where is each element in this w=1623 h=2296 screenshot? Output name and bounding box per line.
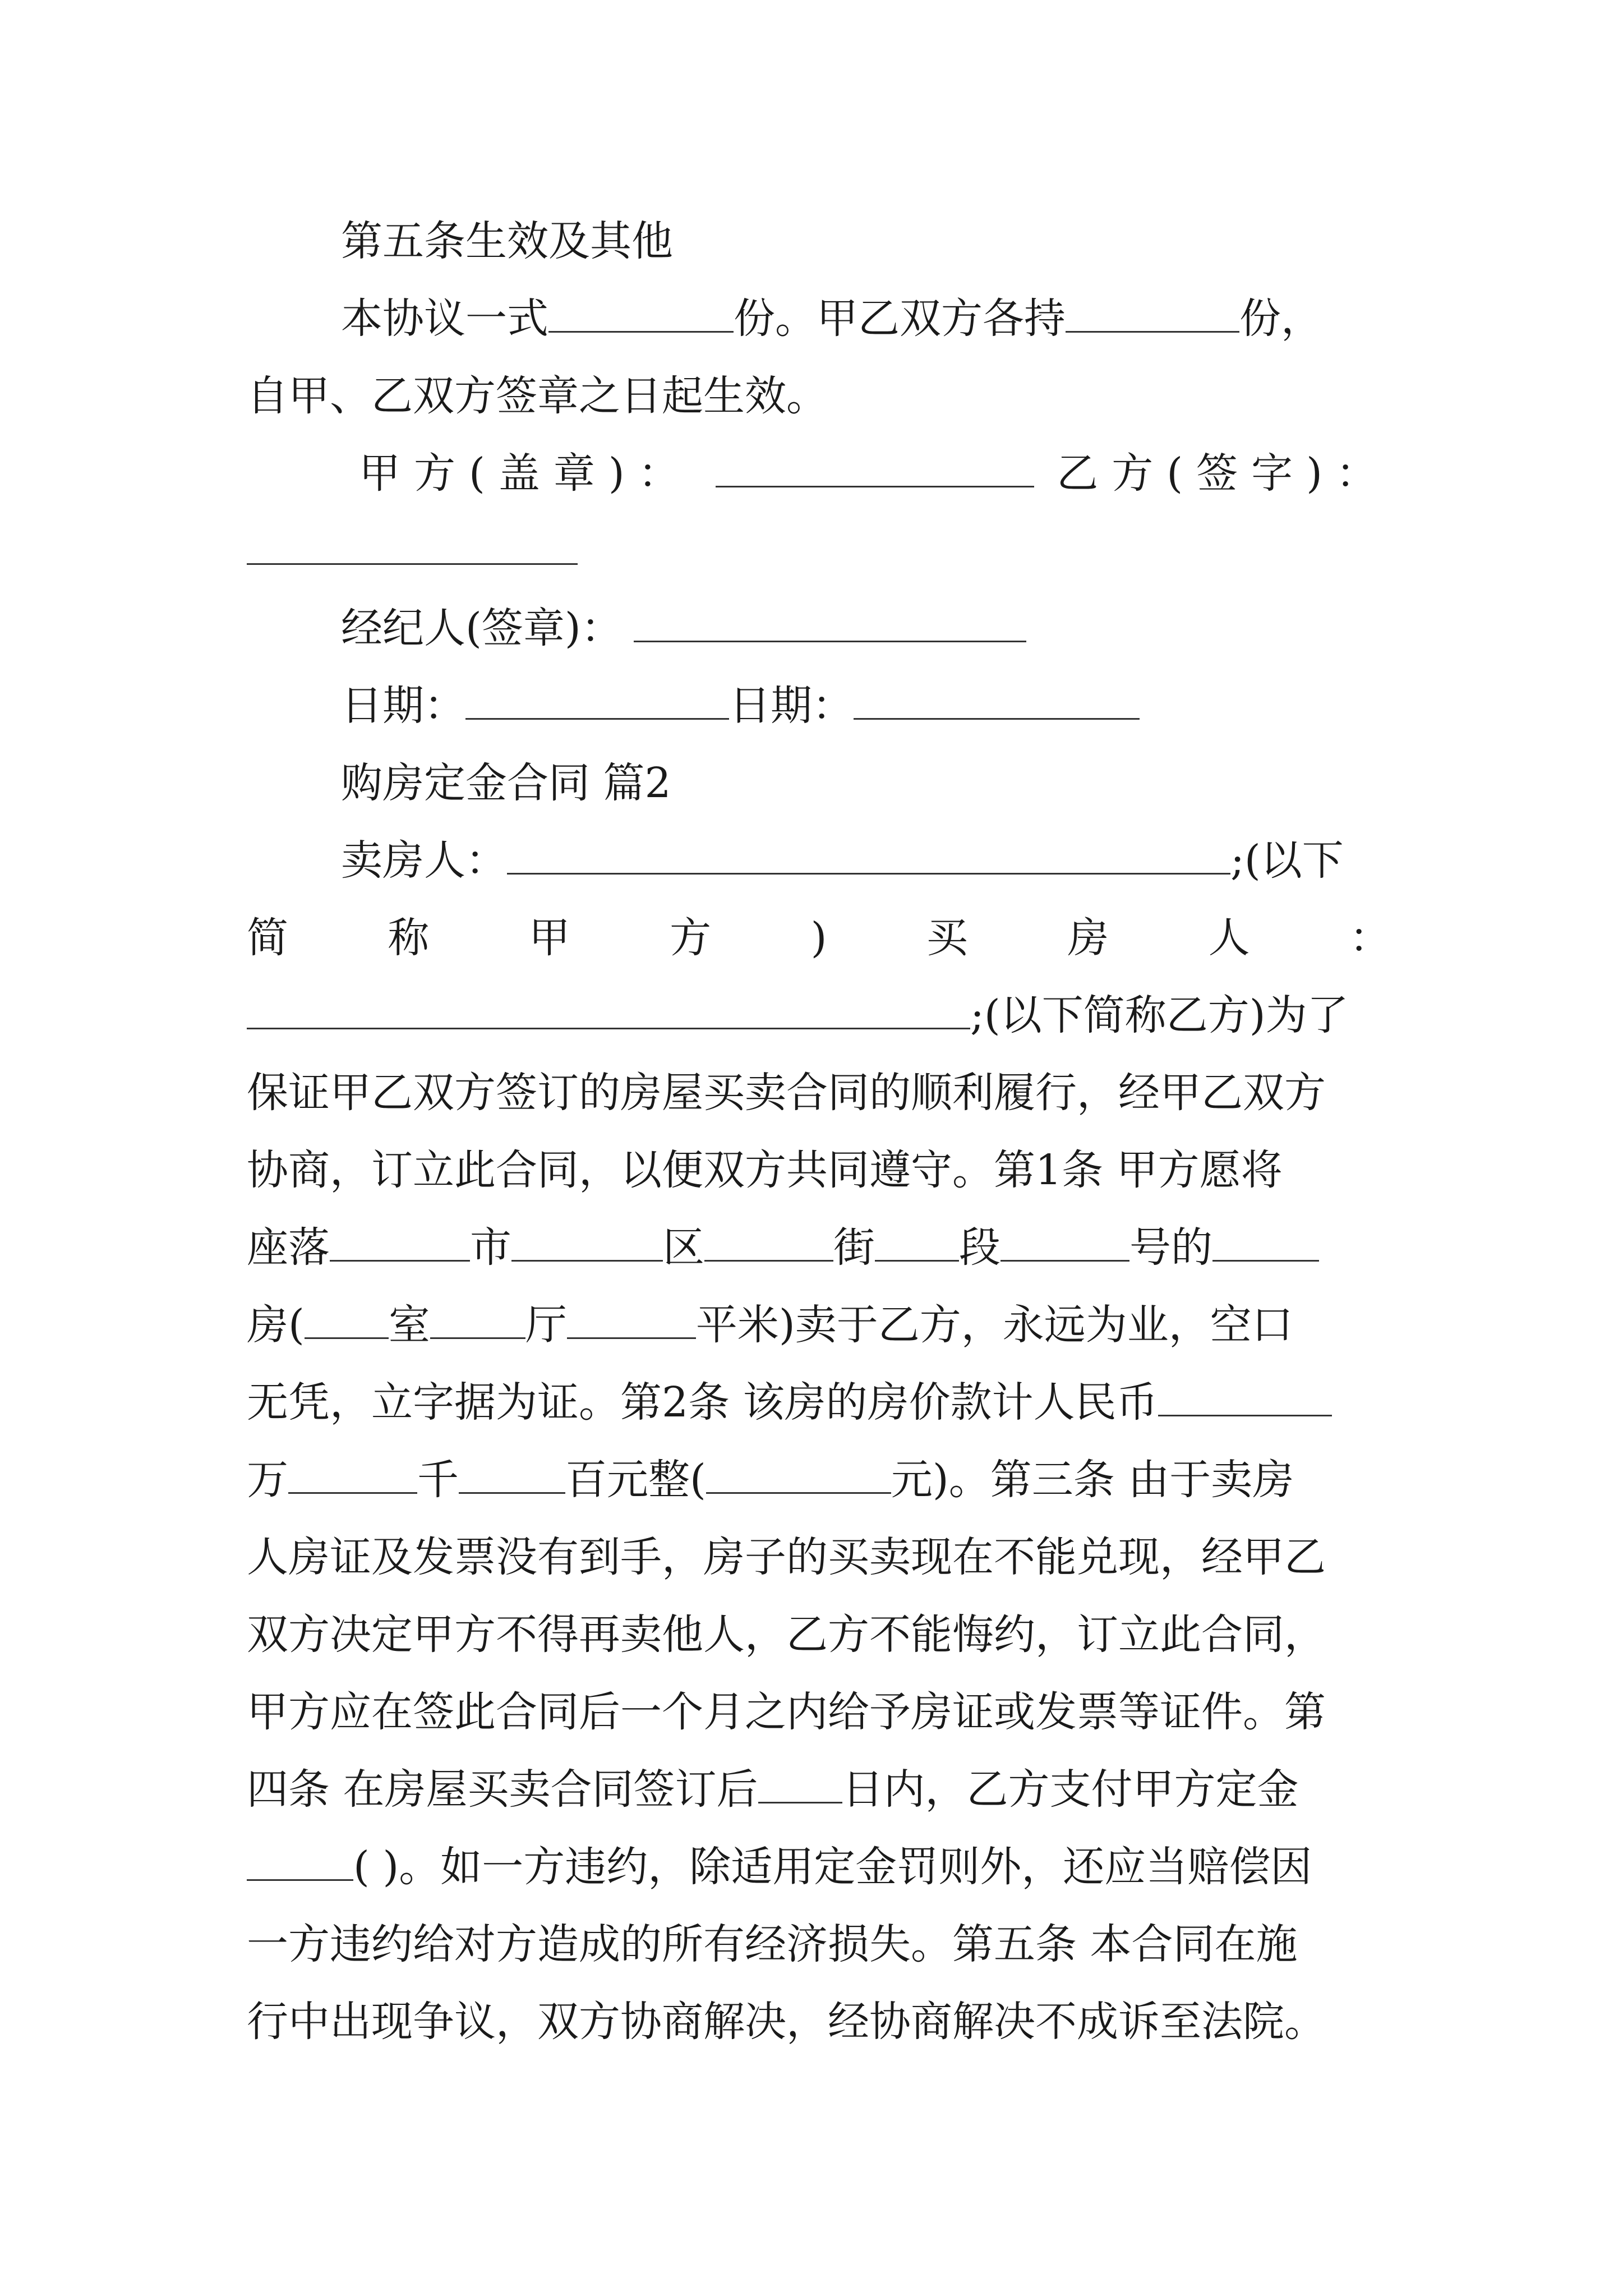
- deposit-text: 日内，乙方支付甲方定金: [842, 1765, 1299, 1814]
- address-text: 座落: [247, 1223, 330, 1272]
- heading-text: 第五条生效及其他: [341, 217, 673, 265]
- body-line: [247, 1055, 1391, 1131]
- room-text: 室: [388, 1301, 430, 1349]
- rooms-blank: [305, 1292, 389, 1339]
- room-text: 房(: [247, 1301, 305, 1349]
- contract-title-text: 购房定金合同 篇2: [341, 759, 671, 807]
- body-line: [247, 1519, 1391, 1595]
- spread-char: 简: [247, 914, 288, 962]
- seller-row: [341, 822, 1391, 899]
- body-text: 人房证及发票没有到手，房子的买卖现在不能兑现，经甲乙: [247, 1533, 1326, 1581]
- address-row: [247, 1209, 1391, 1286]
- price-amount-text: 千: [417, 1456, 459, 1504]
- date-row: [341, 668, 1391, 744]
- body-text: 一方违约给对方造成的所有经济损失。第五条 本合同在施: [247, 1920, 1298, 1968]
- copies-clause: [341, 280, 1391, 357]
- body-line: [247, 1906, 1391, 1982]
- date-b-label: 日期：: [729, 682, 854, 730]
- party-b-sign-label: 乙方(签字)：: [1057, 449, 1391, 498]
- address-text: 街: [833, 1223, 875, 1272]
- deposit-text: 四条 在房屋买卖合同签订后: [247, 1765, 758, 1814]
- area-blank: [567, 1292, 696, 1339]
- signature-row: [359, 435, 1391, 512]
- agent-sign-label: 经纪人(签章)：: [341, 604, 623, 652]
- party-a-seal-blank: [716, 441, 1035, 487]
- section-blank: [875, 1215, 959, 1262]
- buyer-label-row: [247, 900, 1391, 976]
- date-a-label: 日期：: [341, 682, 465, 730]
- street-blank: [704, 1215, 833, 1262]
- number-blank: [1000, 1215, 1129, 1262]
- copies-total-blank: [548, 286, 734, 333]
- city-blank: [330, 1215, 470, 1262]
- price-amount-text: 百元整(: [565, 1456, 706, 1504]
- price-row: [247, 1364, 1391, 1441]
- deposit-amount-text: ( )。如一方违约，除适用定金罚则外，还应当赔偿因: [353, 1843, 1312, 1891]
- date-b-blank: [854, 673, 1140, 720]
- party-a-seal-label: 甲方(盖章)：: [359, 449, 693, 498]
- spread-char: 人: [1208, 914, 1250, 962]
- address-text: 市: [470, 1223, 511, 1272]
- halls-blank: [430, 1292, 525, 1339]
- deposit-row: [247, 1751, 1391, 1828]
- hundred-blank: [459, 1447, 565, 1494]
- body-line: [247, 1596, 1391, 1673]
- seller-abbrev: ;(以下: [1230, 836, 1344, 885]
- address-text: 段: [959, 1223, 1000, 1272]
- body-text: 协商，订立此合同，以便双方共同遵守。第1条 甲方愿将: [247, 1146, 1283, 1194]
- room-text: 平米)卖于乙方，永远为业，空口: [695, 1301, 1293, 1349]
- unit-blank: [1212, 1215, 1319, 1262]
- spread-char: 方: [670, 914, 712, 962]
- body-line: [247, 1132, 1391, 1208]
- seller-label: 卖房人：: [341, 836, 507, 885]
- spread-char: 称: [388, 914, 430, 962]
- date-a-blank: [465, 673, 729, 720]
- party-b-sign-blank: [247, 518, 578, 565]
- room-text: 厅: [525, 1301, 567, 1349]
- buyer-abbrev: ;(以下简称乙方)为了: [970, 991, 1349, 1039]
- deposit-amount-row: [247, 1829, 1391, 1905]
- thousand-blank: [288, 1447, 417, 1494]
- copies-text-c: 份，: [1239, 295, 1322, 343]
- spread-char: 房: [1067, 914, 1109, 962]
- body-line: [247, 1674, 1391, 1750]
- deposit-blank: [247, 1834, 353, 1881]
- section-heading-article-5: [341, 203, 1391, 279]
- copies-text-a: 本协议一式: [341, 295, 548, 343]
- party-b-sign-continuation: [247, 513, 1391, 589]
- agent-sign-blank: [634, 596, 1026, 642]
- price-blank: [1158, 1370, 1332, 1416]
- district-blank: [511, 1215, 663, 1262]
- address-text: 号的: [1129, 1223, 1212, 1272]
- price-amount-row: [247, 1442, 1391, 1518]
- copies-text-b: 份。甲乙双方各持: [734, 295, 1066, 343]
- buyer-row: [247, 977, 1391, 1053]
- room-row: [247, 1287, 1391, 1363]
- seller-blank: [507, 828, 1230, 875]
- price-amount-text: 万: [247, 1456, 288, 1504]
- body-text: 行中出现争议，双方协商解决，经协商解决不成诉至法院。: [247, 1998, 1326, 2046]
- effective-text: 自甲、乙双方签章之日起生效。: [247, 372, 828, 420]
- effective-clause: [247, 358, 1391, 434]
- body-text: 甲方应在签此合同后一个月之内给予房证或发票等证件。第: [247, 1688, 1326, 1736]
- buyer-blank: [247, 983, 970, 1029]
- contract-title: [341, 745, 1391, 821]
- address-text: 区: [663, 1223, 704, 1272]
- yuan-blank: [706, 1447, 891, 1494]
- price-amount-text: 元)。第三条 由于卖房: [891, 1456, 1294, 1504]
- spread-char: ：: [1349, 914, 1391, 962]
- days-blank: [758, 1757, 842, 1803]
- spread-char: 甲: [528, 914, 570, 962]
- body-text: 双方决定甲方不得再卖他人，乙方不能悔约，订立此合同，: [247, 1611, 1326, 1659]
- body-text: 保证甲乙双方签订的房屋买卖合同的顺利履行，经甲乙双方: [247, 1069, 1326, 1117]
- price-text: 无凭，立字据为证。第2条 该房的房价款计人民币: [247, 1378, 1158, 1427]
- spread-char: ): [810, 914, 827, 962]
- copies-each-blank: [1066, 286, 1239, 333]
- body-line: [247, 1984, 1391, 2060]
- spread-char: 买: [926, 914, 968, 962]
- agent-sign-row: [341, 590, 1391, 666]
